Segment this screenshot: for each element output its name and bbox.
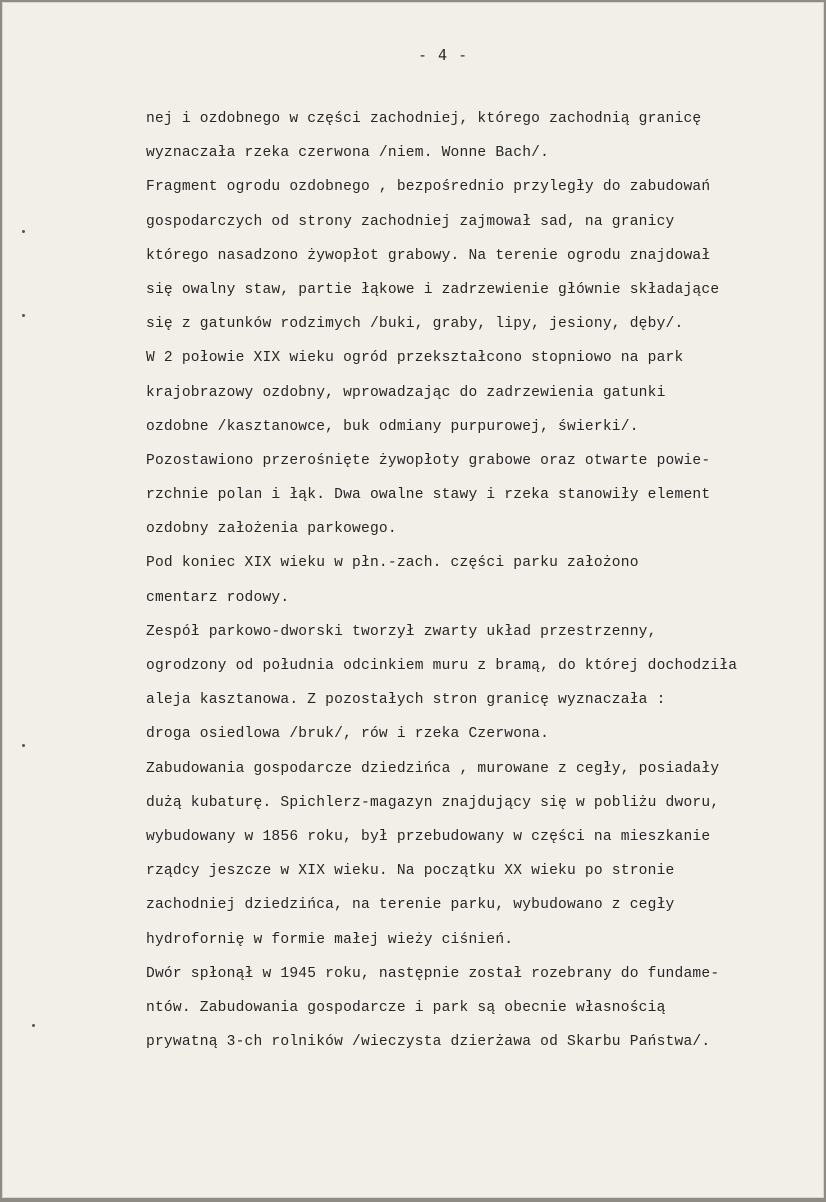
text-line: rządcy jeszcze w XIX wieku. Na początku XX wieku po stronie [146,863,675,880]
text-line: droga osiedlowa /bruk/, rów i rzeka Czerwona. [146,726,550,743]
margin-mark [22,744,25,747]
text-line: gospodarczych od strony zachodniej zajmował sad, na granicy [146,213,675,230]
text-line: Fragment ogrodu ozdobnego , bezpośrednio przyległy do zabudowań [146,179,711,196]
text-line: zachodniej dziedzińca, na terenie parku, wybudowano z cegły [146,897,675,914]
text-line: Zabudowania gospodarcze dziedzińca , murowane z cegły, posiadały [146,760,720,777]
text-line: W 2 połowie XIX wieku ogród przekształcono stopniowo na park [146,350,684,367]
text-line: dużą kubaturę. Spichlerz-magazyn znajdujący się w pobliżu dworu, [146,794,720,811]
text-line: krajobrazowy ozdobny, wprowadzając do zadrzewienia gatunki [146,384,666,401]
document-body [146,102,824,1059]
text-line: aleja kasztanowa. Z pozostałych stron granicę wyznaczała : [146,692,666,709]
text-line: nej i ozdobnego w części zachodniej, którego zachodnią granicę [146,111,702,127]
text-line: Pod koniec XIX wieku w płn.-zach. części parku założono [146,555,639,572]
text-line: wybudowany w 1856 roku, był przebudowany w części na mieszkanie [146,828,711,845]
margin-mark [32,1024,35,1027]
text-line: Dwór spłonął w 1945 roku, następnie został rozebrany do fundame- [146,965,720,982]
text-line: się z gatunków rodzimych /buki, graby, lipy, jesiony, dęby/. [146,316,684,333]
text-line: Zespół parkowo-dworski tworzył zwarty układ przestrzenny, [146,623,657,640]
text-line: hydrofornię w formie małej wieży ciśnień. [146,931,514,948]
text-line: rzchnie polan i łąk. Dwa owalne stawy i rzeka stanowiły element [146,487,711,504]
text-line: się owalny staw, partie łąkowe i zadrzewienie głównie składające [146,281,720,298]
text-line: ozdobny założenia parkowego. [146,521,397,538]
text-line: którego nasadzono żywopłot grabowy. Na terenie ogrodu znajdował [146,247,711,264]
text-line: cmentarz rodowy. [146,589,290,606]
text-line: ogrodzony od południa odcinkiem muru z bramą, do której dochodziła [146,658,738,674]
text-line: ntów. Zabudowania gospodarcze i park są obecnie własnością [146,999,666,1016]
document-page [2,2,824,1198]
text-line: ozdobne /kasztanowce, buk odmiany purpurowej, świerki/. [146,418,639,435]
margin-mark [22,230,25,233]
margin-mark [22,314,25,317]
text-line: wyznaczała rzeka czerwona /niem. Wonne Bach/. [146,145,550,162]
text-line: prywatną 3-ch rolników /wieczysta dzierżawa od Skarbu Państwa/. [146,1034,711,1051]
page-number: - 4 - [418,46,469,64]
text-line: Pozostawiono przerośnięte żywopłoty grabowe oraz otwarte powie- [146,452,711,469]
